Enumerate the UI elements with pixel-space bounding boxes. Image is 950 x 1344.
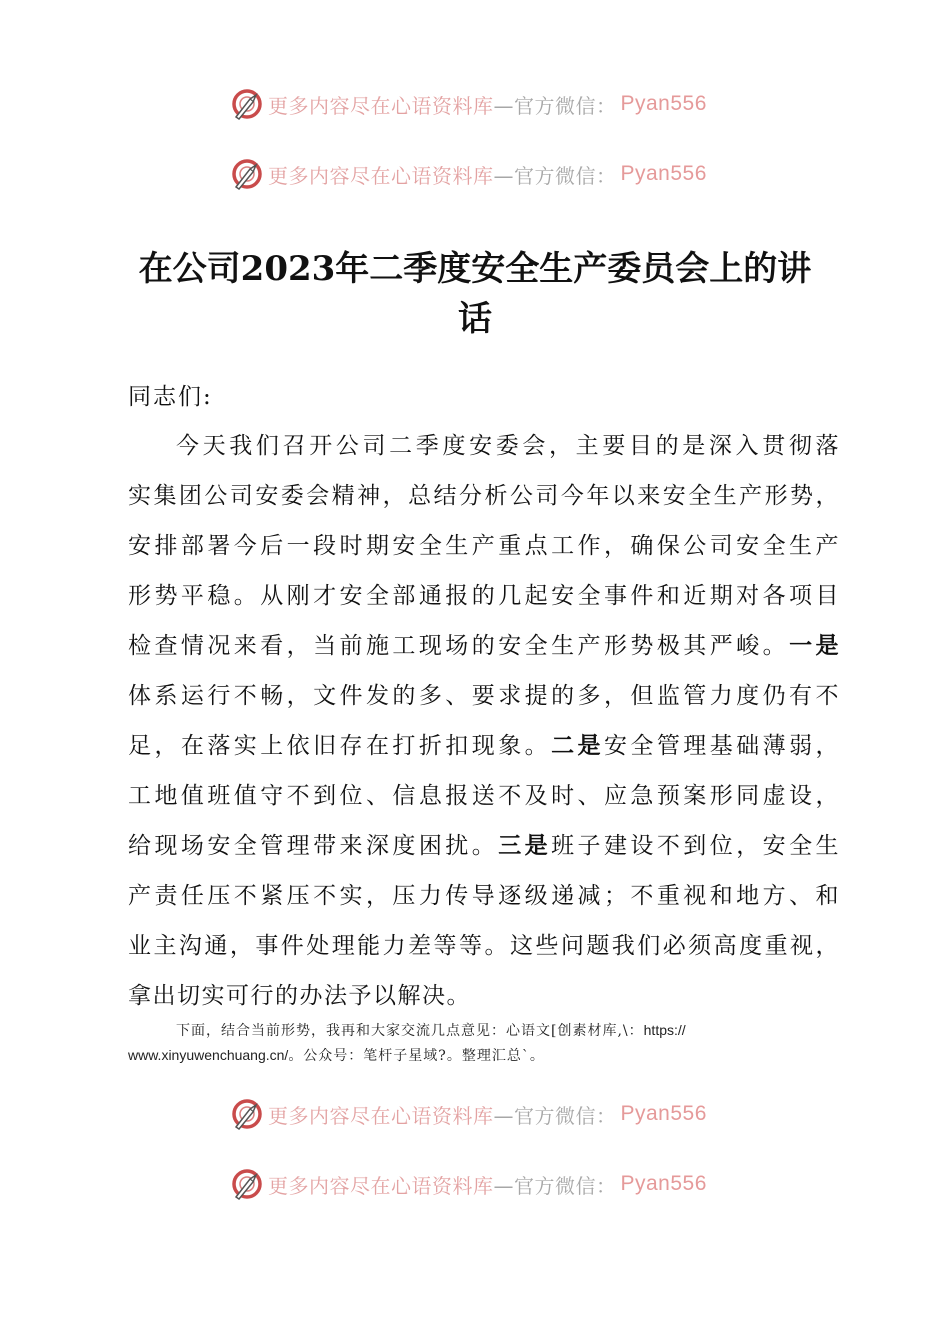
body-line (128, 421, 840, 471)
body-text-segment: 安排部署今后一段时期安全生产重点工作，确保公司安全生产 (128, 533, 840, 559)
body-line (128, 571, 840, 621)
watermark-separator: —官方微信： (493, 1173, 617, 1198)
body-text-segment: 产责任压不紧压不实，压力传导逐级递减；不重视和地方、和 (128, 883, 840, 909)
watermark-banner (230, 1164, 707, 1204)
body-text-segment: 检查情况来看，当前施工现场的安全生产形势极其严峻。 (128, 633, 790, 659)
emphasis-marker: 三是 (498, 832, 552, 859)
emphasis-marker: 一是 (789, 632, 841, 659)
watermark-banner (230, 84, 707, 124)
watermark-wechat-id: Pyan556 (620, 162, 707, 185)
body-text-segment: 工地值班值守不到位、信息报送不及时、应急预案形同虚设， (128, 783, 840, 809)
title-line-1: 在公司2023年二季度安全生产委员会上的讲 (138, 249, 812, 289)
speech-body (128, 421, 840, 1021)
watermark-text: 更多内容尽在心语资料库 (268, 163, 494, 188)
small-paragraph (128, 1018, 838, 1068)
watermark-text: 更多内容尽在心语资料库 (268, 1103, 494, 1128)
body-line (128, 771, 840, 821)
small-url: www.xinyuwenchuang.cn/ (128, 1047, 289, 1063)
body-line (128, 521, 840, 571)
pen-nib-logo-icon (230, 87, 264, 121)
pen-nib-logo-icon (230, 157, 264, 191)
title-line-2: 话 (458, 299, 492, 339)
pen-nib-logo-icon (230, 1167, 264, 1201)
document-title (128, 244, 822, 344)
pen-nib-logo-icon (230, 1097, 264, 1131)
body-text-segment: 给现场安全管理带来深度困扰。 (128, 833, 499, 859)
body-line (128, 921, 840, 971)
watermark-banner (230, 154, 707, 194)
body-text-segment: 形势平稳。从刚才安全部通报的几起安全事件和近期对各项目 (128, 583, 840, 609)
small-url-part: https:// (643, 1022, 686, 1038)
small-paragraph-line-2 (128, 1043, 838, 1068)
body-line (128, 871, 840, 921)
body-text-segment: 足，在落实上依旧存在打折扣现象。 (128, 733, 552, 759)
body-text-segment: 安全管理基础薄弱， (603, 733, 841, 759)
body-text-segment: 拿出切实可行的办法予以解决。 (128, 983, 471, 1009)
body-text-segment: 业主沟通，事件处理能力差等等。这些问题我们必须高度重视， (128, 933, 840, 959)
watermark-wechat-id: Pyan556 (620, 1172, 707, 1195)
watermark-separator: —官方微信： (493, 1103, 617, 1128)
watermark-separator: —官方微信： (493, 163, 617, 188)
body-line (128, 621, 840, 671)
body-line (128, 471, 840, 521)
small-paragraph-line-1 (128, 1018, 838, 1043)
body-line (128, 671, 840, 721)
watermark-wechat-id: Pyan556 (620, 92, 707, 115)
body-text-segment: 体系运行不畅，文件发的多、要求提的多，但监管力度仍有不 (128, 683, 840, 709)
watermark-text: 更多内容尽在心语资料库 (268, 1173, 494, 1198)
watermark-text: 更多内容尽在心语资料库 (268, 93, 494, 118)
small-text: 下面，结合当前形势，我再和大家交流几点意见：心语文[创素材库,\： (176, 1023, 644, 1039)
body-line (128, 971, 840, 1021)
watermark-separator: —官方微信： (493, 93, 617, 118)
body-line (128, 821, 840, 871)
body-line (128, 721, 840, 771)
body-text-segment: 班子建设不到位，安全生 (551, 833, 841, 859)
greeting: 同志们: (128, 384, 213, 410)
body-text-segment: 实集团公司安委会精神，总结分析公司今年以来安全生产形势， (128, 483, 840, 509)
emphasis-marker: 二是 (551, 732, 604, 759)
watermark-wechat-id: Pyan556 (620, 1102, 707, 1125)
small-text: 。公众号：笔杆子星域?。整理汇总`。 (288, 1048, 545, 1064)
body-text-segment: 今天我们召开公司二季度安委会，主要目的是深入贯彻落 (176, 433, 840, 459)
watermark-banner (230, 1094, 707, 1134)
